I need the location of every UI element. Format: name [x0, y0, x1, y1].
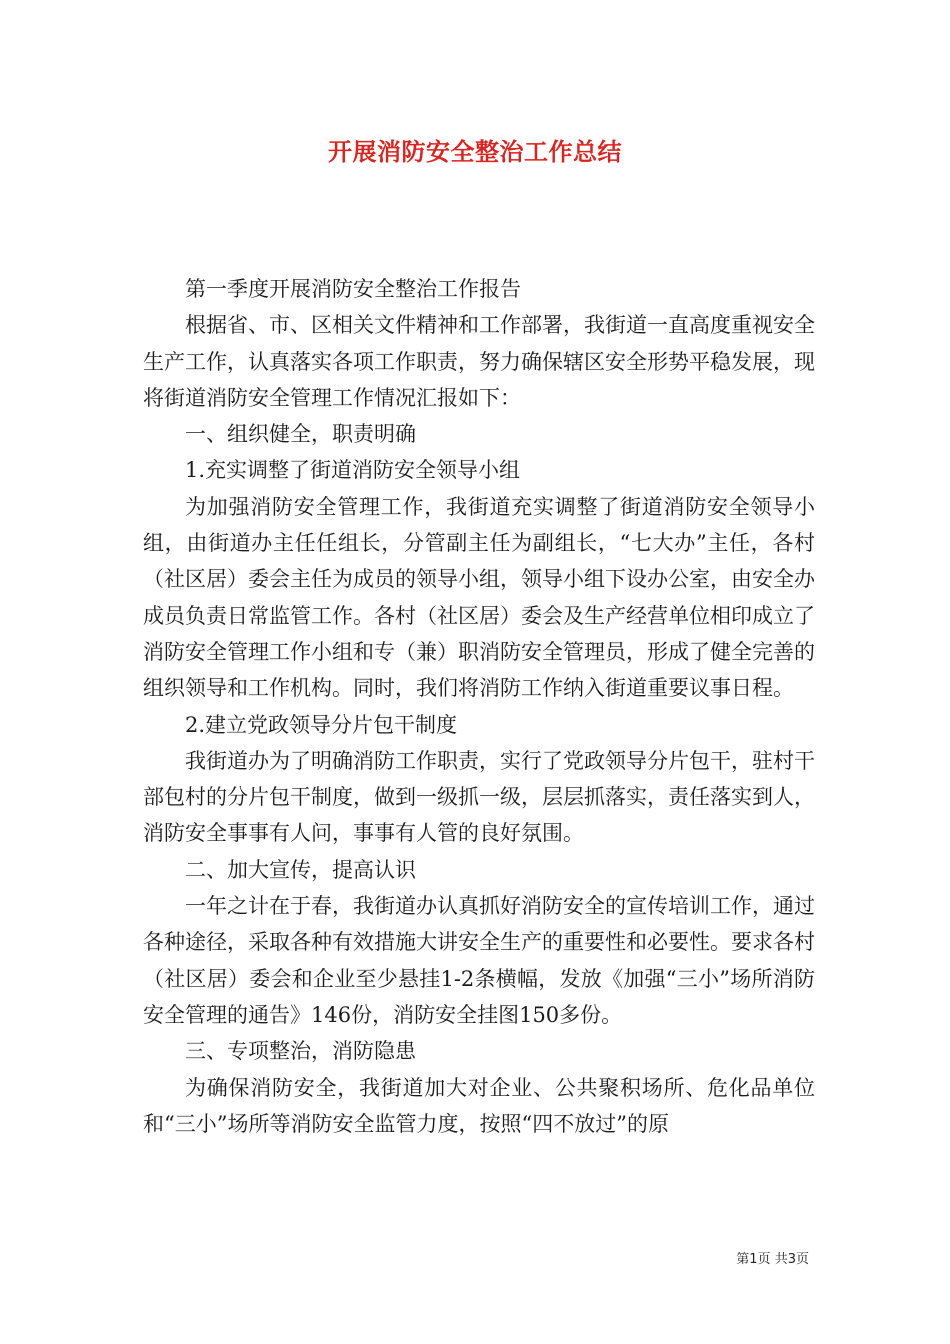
heading-section-2: 二、加大宣传，提高认识 [185, 857, 416, 882]
subheading-1-2: 2.建立党政领导分片包干制度 [185, 712, 458, 737]
paragraph-1-2: 我街道办为了明确消防工作职责，实行了党政领导分片包干，驻村干部包村的分片包干制度，做到一级抓一级，层层抓落实，责任落实到人，消防安全事事有人问，事事有人管的良好氛围。 [143, 748, 815, 846]
document-title: 开展消防安全整治工作总结 [328, 137, 622, 166]
footer-prefix: 第 [736, 1252, 750, 1267]
footer-middle: 页 共 [757, 1252, 788, 1267]
footer-suffix: 页 [795, 1252, 809, 1267]
paragraph-intro: 根据省、市、区相关文件精神和工作部署，我街道一直高度重视安全生产工作，认真落实各项工作职责，努力确保辖区安全形势平稳发展，现将街道消防安全管理工作情况汇报如下： [143, 313, 815, 410]
paragraph-2: 一年之计在于春，我街道办认真抓好消防安全的宣传培训工作，通过各种途径，采取各种有效措施大讲安全生产的重要性和必要性。要求各村（社区居）委会和企业至少悬挂1-2条横幅，发放《加强“三小”场所消防安全管理的通告》146份，消防安全挂图150多份。 [143, 894, 815, 1027]
heading-section-3: 三、专项整治，消防隐患 [185, 1039, 416, 1064]
footer-current-page: 1 [749, 1252, 758, 1267]
heading-section-1: 一、组织健全，职责明确 [185, 422, 416, 447]
paragraph-1-1: 为加强消防安全管理工作，我街道充实调整了街道消防安全领导小组，由街道办主任任组长，分管副主任为副组长，“七大办”主任，各村（社区居）委会主任为成员的领导小组，领导小组下设办公室，由安全办成员负责日常监管工作。各村（社区居）委会及生产经营单位相印成立了消防安全管理工作小组和专（兼）职消防安全管理员，形成了健全完善的组织领导和工作机构。同时，我们将消防工作纳入街道重要议事日程。 [143, 494, 815, 701]
footer-total-pages: 3 [787, 1252, 796, 1267]
paragraph-report-title: 第一季度开展消防安全整治工作报告 [185, 277, 521, 301]
document-body [143, 271, 815, 1142]
subheading-1-1: 1.充实调整了街道消防安全领导小组 [185, 458, 521, 483]
page-footer [736, 1248, 809, 1267]
paragraph-3: 为确保消防安全，我街道加大对企业、公共聚积场所、危化品单位和“三小”场所等消防安全监管力度，按照“四不放过”的原 [143, 1075, 815, 1136]
